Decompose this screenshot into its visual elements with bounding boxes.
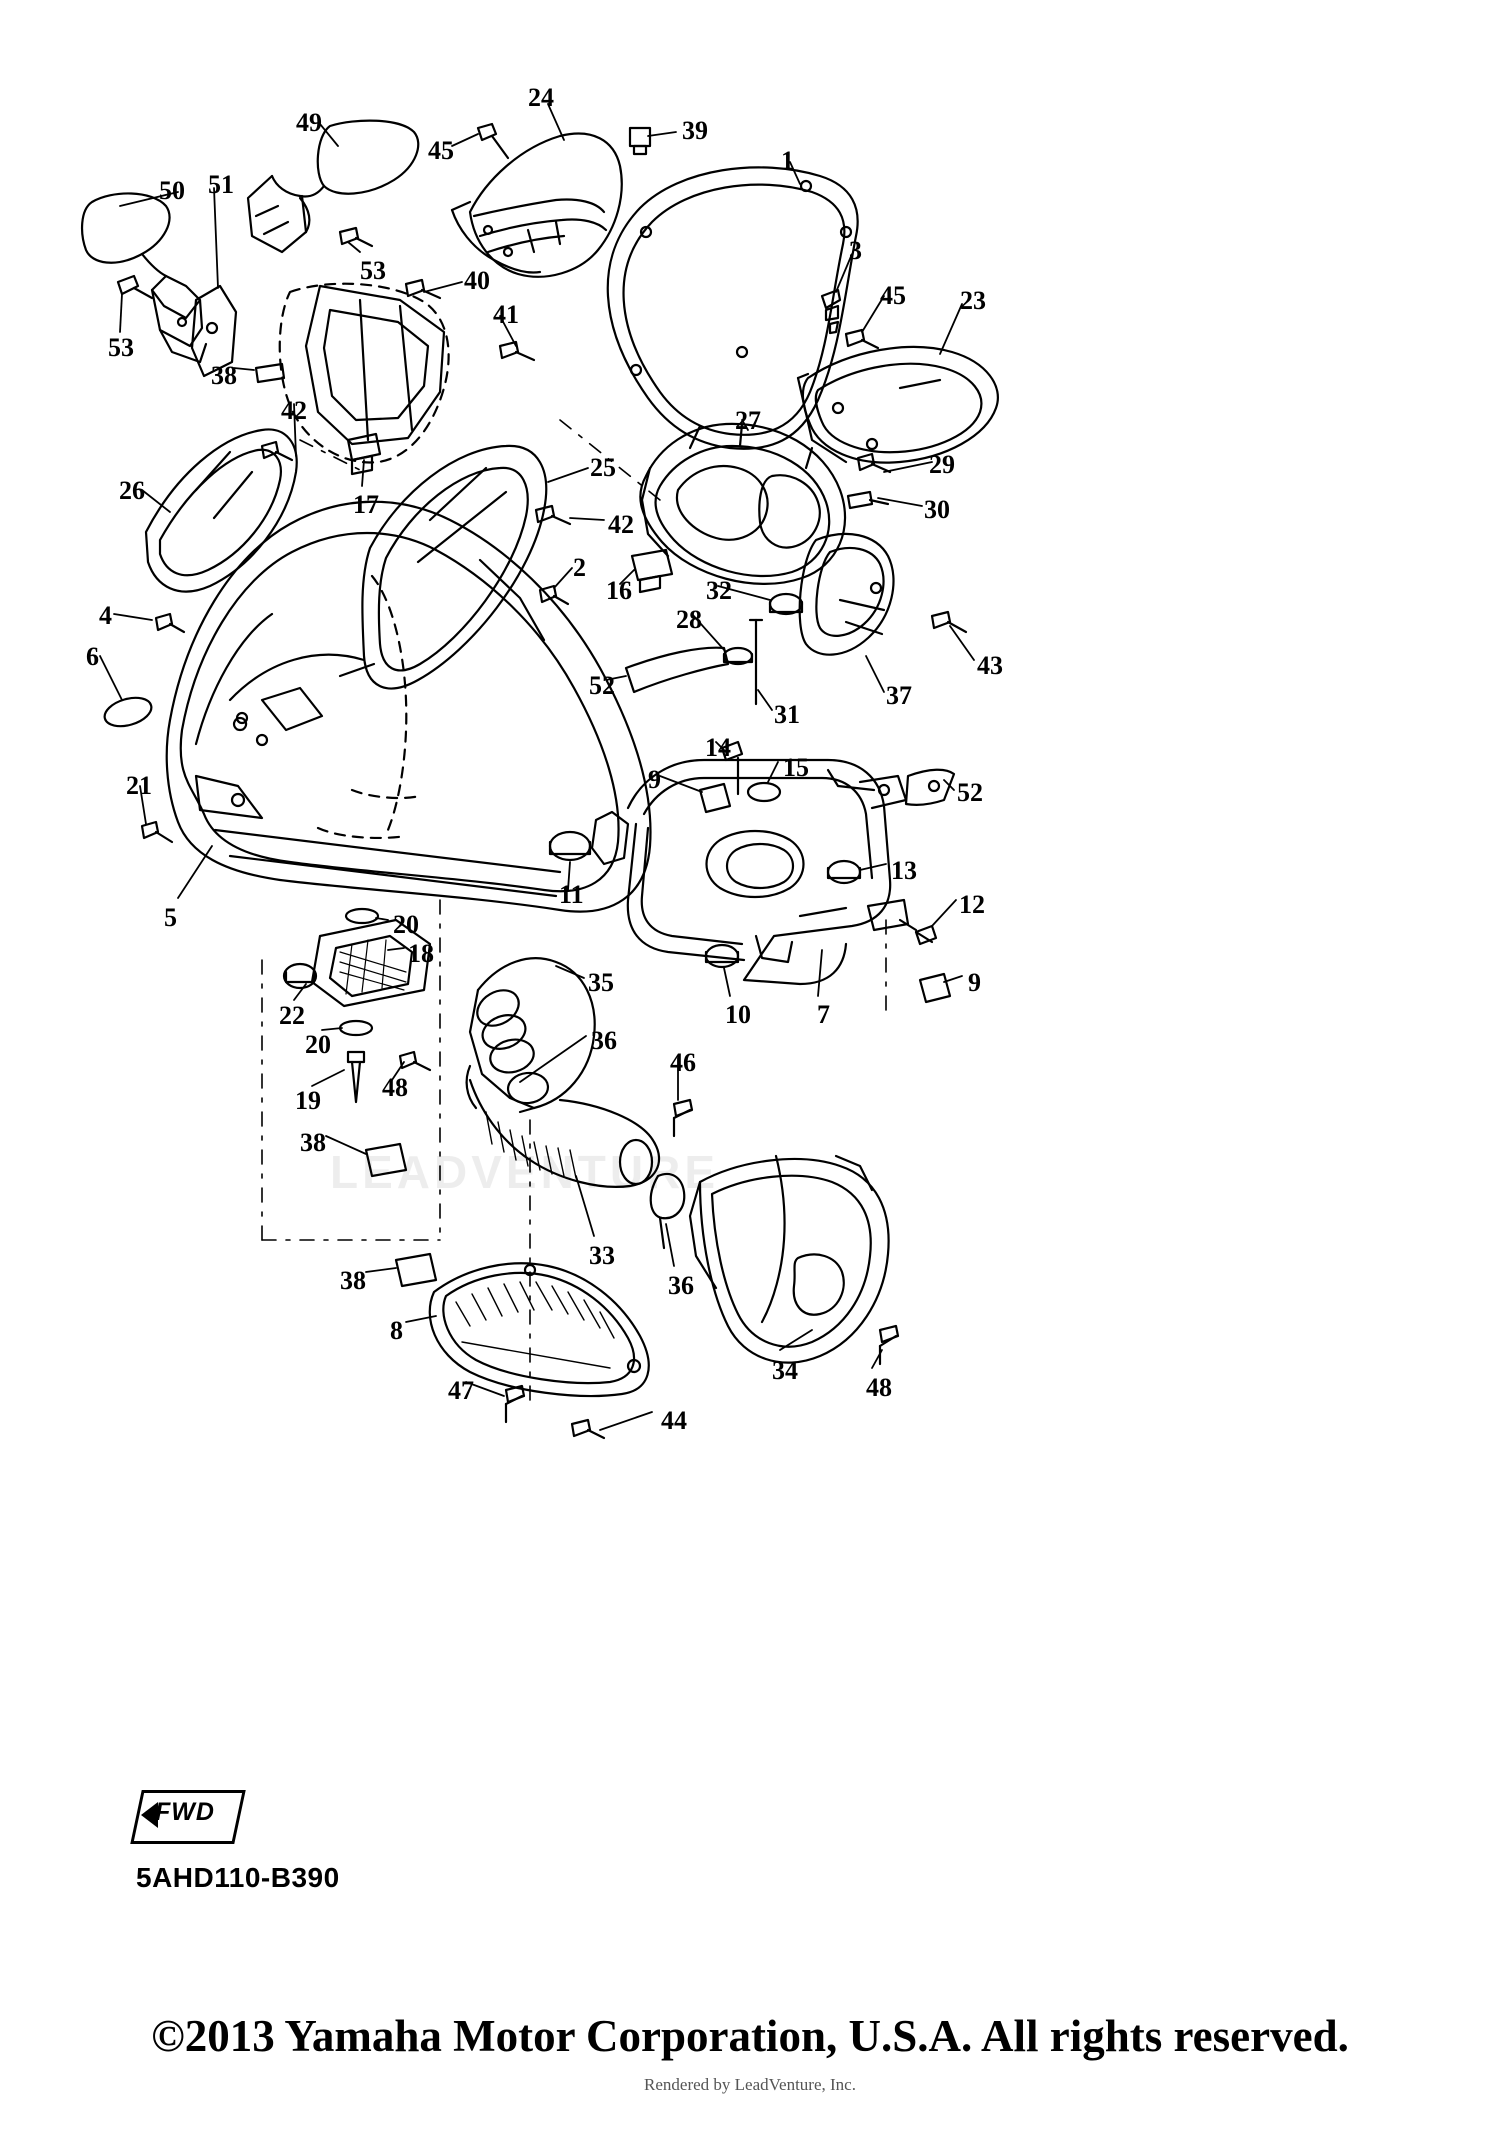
part-windscreen (608, 167, 858, 448)
callout-53-left: 53 (108, 333, 134, 362)
callout-44: 44 (661, 1406, 687, 1435)
callout-10: 10 (725, 1000, 751, 1029)
copyright-notice: ©2013 Yamaha Motor Corporation, U.S.A. All rights reserved. (151, 2011, 1349, 2061)
part-clamp-36-upper (467, 1066, 476, 1108)
callout-26: 26 (119, 476, 145, 505)
callout-27: 27 (735, 406, 761, 435)
callout-46: 46 (670, 1048, 696, 1077)
callout-31: 31 (774, 700, 800, 729)
callout-38-upper: 38 (211, 361, 237, 390)
callout-28: 28 (676, 605, 702, 634)
part-screw-53-left (118, 276, 152, 298)
part-airbox-34 (690, 1156, 889, 1363)
callout-6: 6 (86, 642, 99, 671)
part-screw-47 (506, 1386, 524, 1422)
callout-45-top: 45 (428, 136, 454, 165)
callout-8: 8 (390, 1316, 403, 1345)
part-rivet-19 (348, 1052, 364, 1102)
part-screw-45-top (478, 124, 508, 158)
callout-29: 29 (929, 450, 955, 479)
render-credit: Rendered by LeadVenture, Inc. (644, 2075, 856, 2094)
callout-20-upper: 20 (393, 910, 419, 939)
part-screw-48-right (880, 1326, 898, 1364)
callout-7: 7 (817, 1000, 830, 1029)
callout-43: 43 (977, 651, 1003, 680)
callout-15: 15 (783, 753, 809, 782)
callout-19: 19 (295, 1086, 321, 1115)
callout-9-upper: 9 (648, 765, 661, 794)
callout-38-mid: 38 (300, 1128, 326, 1157)
part-screw-43 (932, 612, 966, 632)
part-spacer-32 (770, 594, 802, 614)
part-grommet-11 (550, 832, 590, 860)
part-nut-9-upper (700, 784, 730, 812)
callout-51: 51 (208, 170, 234, 199)
part-screw-48-upper (400, 1052, 430, 1070)
callout-32: 32 (706, 576, 732, 605)
part-screw-46 (674, 1100, 692, 1136)
callout-3: 3 (849, 236, 862, 265)
callout-9-lower: 9 (968, 968, 981, 997)
part-screw-53-right (340, 228, 372, 246)
part-inner-duct-2 (318, 576, 420, 838)
part-screw-44 (572, 1420, 604, 1438)
callout-22: 22 (279, 1001, 305, 1030)
callout-25: 25 (590, 453, 616, 482)
callout-52-left: 52 (589, 671, 615, 700)
callout-14: 14 (705, 733, 731, 762)
callout-39: 39 (682, 116, 708, 145)
callout-20-lower: 20 (305, 1030, 331, 1059)
callout-35: 35 (588, 968, 614, 997)
part-side-cowl-23 (798, 347, 998, 463)
callout-13: 13 (891, 856, 917, 885)
part-mirror-50 (82, 193, 206, 362)
part-strip-52-right (906, 770, 954, 805)
fwd-label: FWD (155, 1798, 215, 1826)
callout-49: 49 (296, 108, 322, 137)
callout-16: 16 (606, 576, 632, 605)
part-upper-inner-cowl-24 (452, 134, 622, 277)
part-washer-20-lower (340, 1021, 372, 1035)
watermark-text: LEADVENTURE (330, 1146, 720, 1198)
callout-33: 33 (589, 1241, 615, 1270)
callout-48-right: 48 (866, 1373, 892, 1402)
callout-38-low: 38 (340, 1266, 366, 1295)
callout-45-right: 45 (880, 281, 906, 310)
part-screw-41 (500, 342, 534, 360)
callout-52-right: 52 (957, 778, 983, 807)
part-strip-52-left (626, 648, 728, 692)
part-clip-39 (630, 128, 650, 154)
callout-1: 1 (781, 146, 794, 175)
part-clamp-36-lower (651, 1174, 685, 1248)
part-air-duct-35 (470, 958, 659, 1187)
callout-4: 4 (99, 601, 112, 630)
callout-37: 37 (886, 681, 912, 710)
callout-36-lower: 36 (668, 1271, 694, 1300)
callout-17: 17 (353, 490, 379, 519)
callout-11: 11 (559, 880, 584, 909)
callout-48-upper: 48 (382, 1073, 408, 1102)
callout-42-right: 42 (608, 510, 634, 539)
callout-36-upper: 36 (591, 1026, 617, 1055)
callout-47: 47 (448, 1376, 474, 1405)
part-grommet-6 (101, 693, 154, 731)
callout-40: 40 (464, 266, 490, 295)
part-nut-38-low (396, 1254, 436, 1286)
part-grommet-22 (284, 964, 316, 988)
callout-12: 12 (959, 890, 985, 919)
callout-42-left: 42 (281, 396, 307, 425)
callout-30: 30 (924, 495, 950, 524)
part-washer-15 (748, 783, 780, 801)
callout-21: 21 (126, 771, 152, 800)
part-nut-9-lower (920, 974, 950, 1002)
callout-2: 2 (573, 553, 586, 582)
diagram-part-number: 5AHD110-B390 (136, 1862, 340, 1893)
part-bracket-16 (632, 550, 672, 592)
part-bolt-12 (900, 920, 936, 944)
part-screw-4 (156, 614, 184, 632)
part-screw-21 (142, 822, 172, 842)
callout-41: 41 (493, 300, 519, 329)
callout-23: 23 (960, 286, 986, 315)
part-nut-13 (828, 861, 860, 883)
callout-18: 18 (408, 939, 434, 968)
part-screw-42-right (536, 506, 570, 524)
part-nut-38-mid (366, 1144, 406, 1176)
callout-50: 50 (159, 176, 185, 205)
callout-34: 34 (772, 1356, 798, 1385)
callout-53-right: 53 (360, 256, 386, 285)
part-washer-20-upper (346, 909, 378, 923)
part-bracket-37 (800, 534, 894, 655)
part-screw-30 (848, 492, 888, 508)
callout-5: 5 (164, 903, 177, 932)
callout-24: 24 (528, 83, 554, 112)
